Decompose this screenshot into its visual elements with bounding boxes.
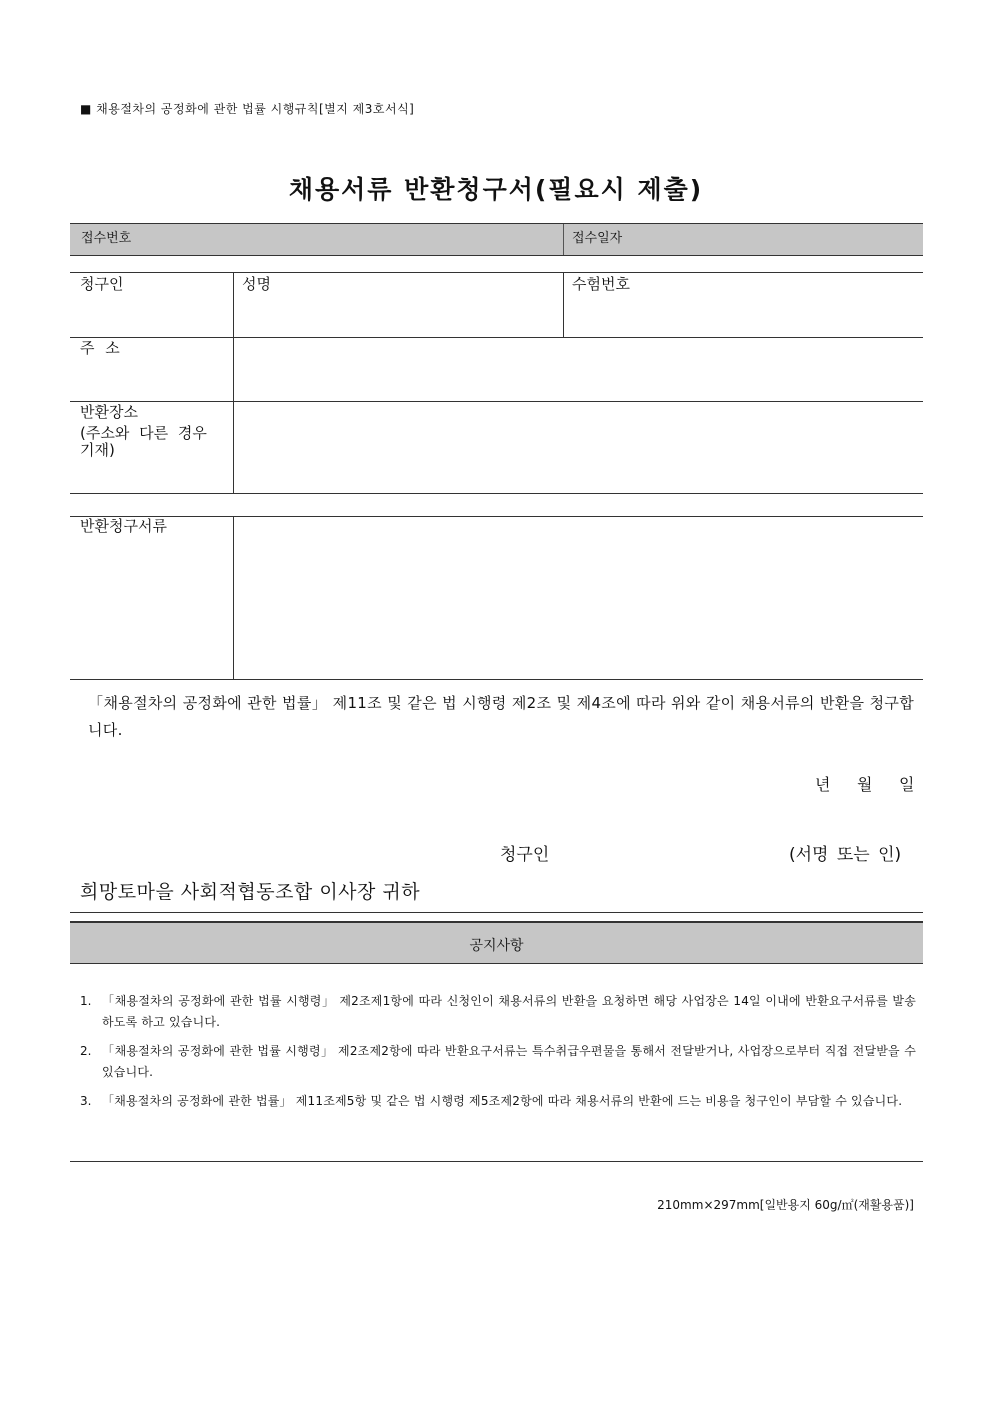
section-divider — [70, 912, 923, 913]
date-day: 일 — [899, 775, 915, 794]
request-statement: 「채용절차의 공정화에 관한 법률」 제11조 및 같은 법 시행령 제2조 및 제4조에 따라 위와 같이 채용서류의 반환을 청구합니다. — [88, 694, 914, 739]
name-label: 성명 — [242, 275, 271, 293]
notice-item-number: 3. — [80, 1094, 92, 1108]
table-row-divider — [70, 401, 923, 402]
notice-item-text: 「채용절차의 공정화에 관한 법률 시행령」 제2조제1항에 따라 신청인이 채용서류의 반환을 요청하면 해당 사업장은 14일 이내에 반환요구서류를 발송하도록 하고 있습니다. — [102, 994, 916, 1029]
notice-bottom-divider — [70, 1161, 923, 1162]
name-field[interactable] — [242, 296, 556, 334]
addressee: 희망토마을 사회적협동조합 이사장 귀하 — [80, 881, 421, 903]
address-field[interactable] — [238, 340, 918, 398]
table-border-top — [70, 272, 923, 273]
documents-field[interactable] — [238, 519, 918, 676]
receipt-date-label: 접수일자 — [572, 231, 623, 246]
notice-item-number: 2. — [80, 1044, 92, 1058]
table-column-divider — [233, 272, 234, 494]
return-place-note: (주소와 다른 경우 — [80, 424, 207, 442]
receipt-divider — [563, 224, 564, 255]
receipt-number-label: 접수번호 — [81, 231, 132, 246]
notice-item-number: 1. — [80, 994, 92, 1008]
receipt-bar — [70, 223, 923, 256]
documents-label: 반환청구서류 — [80, 517, 167, 535]
date-month: 월 — [857, 775, 873, 794]
notice-title: 공지사항 — [469, 938, 524, 954]
signature-mark: (서명 또는 인) — [789, 845, 902, 865]
notice-item — [80, 991, 916, 1033]
notice-item — [80, 1091, 916, 1112]
table-column-divider — [233, 516, 234, 680]
signature-label: 청구인 — [500, 845, 550, 865]
table-row-divider — [70, 337, 923, 338]
table-border-bottom — [70, 679, 923, 680]
table-column-divider — [563, 272, 564, 337]
return-place-note-cont: 기재) — [80, 441, 115, 459]
address-label: 주 소 — [80, 339, 120, 357]
table-border-top — [70, 516, 923, 517]
exam-number-label: 수험번호 — [572, 275, 630, 293]
claimant-label: 청구인 — [80, 275, 124, 293]
paper-spec: 210mm×297mm[일반용지 60g/㎡(재활용품)] — [657, 1198, 914, 1212]
notice-item — [80, 1041, 916, 1083]
return-place-label: 반환장소 — [80, 403, 138, 421]
notice-header — [70, 921, 923, 964]
form-reference: ■ 채용절차의 공정화에 관한 법률 시행규칙[별지 제3호서식] — [80, 102, 415, 116]
return-place-field[interactable] — [238, 404, 918, 490]
document-title: 채용서류 반환청구서(필요시 제출) — [288, 175, 704, 204]
date-year: 년 — [815, 775, 831, 794]
notice-item-text: 「채용절차의 공정화에 관한 법률」 제11조제5항 및 같은 법 시행령 제5조제2항에 따라 채용서류의 반환에 드는 비용을 청구인이 부담할 수 있습니다. — [102, 1094, 903, 1108]
notice-item-text: 「채용절차의 공정화에 관한 법률 시행령」 제2조제2항에 따라 반환요구서류는 특수취급우편물을 통해서 전달받거나, 사업장으로부터 직접 전달받을 수 있습니다. — [102, 1044, 916, 1079]
table-border-bottom — [70, 493, 923, 494]
exam-number-field[interactable] — [572, 296, 917, 334]
